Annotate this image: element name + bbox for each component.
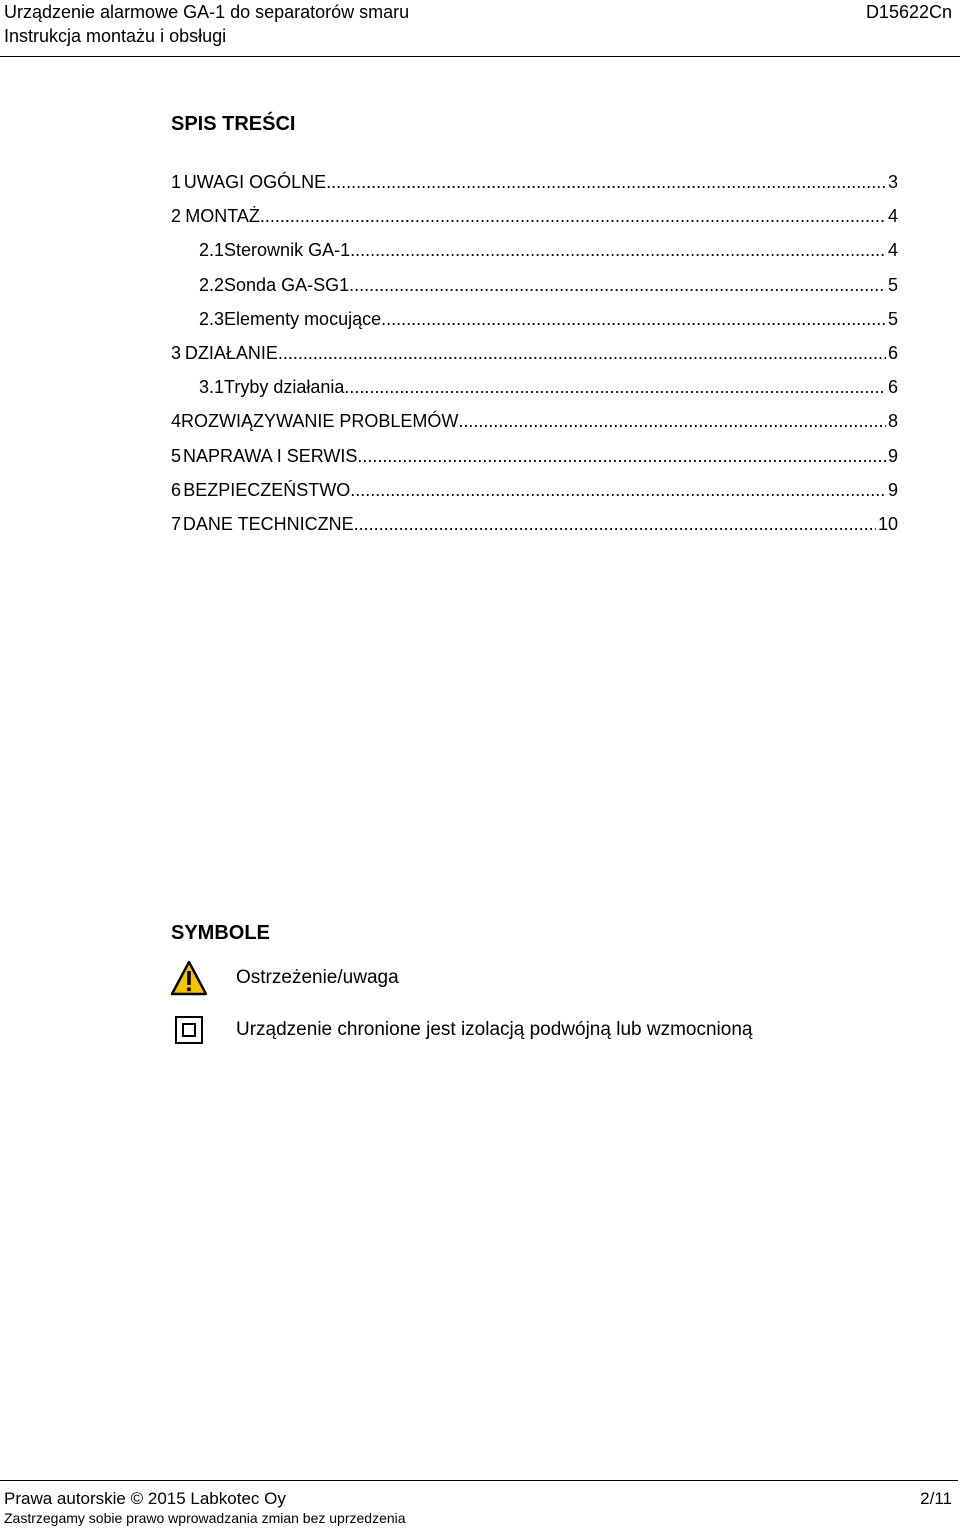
toc-entry-number: 2.1 — [199, 240, 225, 261]
toc-entry-title: Sterownik GA-1 — [224, 240, 351, 261]
document-code: D15622Cn — [865, 2, 952, 22]
toc-entry-title: NAPRAWA I SERWIS — [183, 445, 358, 466]
toc-entry-title: MONTAŻ — [185, 206, 260, 227]
toc-entry-title: Tryby działania — [224, 377, 345, 398]
toc-leader-dots — [357, 444, 886, 468]
toc-entry-number: 4 — [171, 411, 182, 432]
footer-disclaimer: Zastrzegamy sobie prawo wprowadzania zmian bez uprzedzenia — [4, 1510, 406, 1526]
toc-entry-page: 9 — [887, 445, 898, 466]
toc-leader-dots — [260, 204, 886, 228]
toc-entry-title: Sonda GA-SG1 — [224, 274, 350, 295]
symbol-row-warning — [166, 958, 399, 998]
footer-copyright: Prawa autorskie © 2015 Labkotec Oy — [4, 1489, 286, 1508]
toc-entry-number: 6 — [171, 479, 182, 500]
toc-entry[interactable] — [171, 307, 898, 341]
toc-leader-dots — [458, 409, 886, 433]
toc-entry-page: 4 — [887, 240, 898, 261]
toc-entry-page: 4 — [887, 206, 898, 227]
toc-entry[interactable] — [171, 273, 898, 307]
toc-leader-dots — [344, 375, 886, 399]
toc-entry-title: DZIAŁANIE — [184, 342, 278, 363]
toc-entry-title: DANE TECHNICZNE — [182, 513, 354, 534]
document-header — [4, 0, 409, 48]
toc-leader-dots — [326, 170, 886, 194]
toc-entry[interactable] — [171, 409, 898, 443]
toc-entry-page: 5 — [887, 308, 898, 329]
symbol-description: Ostrzeżenie/uwaga — [236, 967, 399, 988]
toc-entry-title: BEZPIECZEŃSTWO — [183, 479, 351, 500]
toc-entry[interactable] — [171, 204, 898, 238]
toc-leader-dots — [354, 512, 876, 536]
warning-triangle-icon — [166, 958, 212, 998]
toc-leader-dots — [278, 341, 886, 365]
toc-entry[interactable] — [171, 238, 898, 272]
toc-entry-number: 2 — [171, 206, 182, 227]
toc-entry-page: 10 — [877, 513, 898, 534]
header-subtitle: Instrukcja montażu i obsługi — [4, 26, 227, 46]
toc-entry[interactable] — [171, 170, 898, 204]
toc-entry-number: 2.2 — [199, 274, 225, 295]
toc-entry-page: 3 — [887, 172, 898, 192]
toc-entry-title: Elementy mocujące — [224, 308, 382, 329]
symbol-row-double-insulation — [166, 1010, 753, 1050]
toc-entry-number: 3 — [171, 342, 182, 363]
toc-entry-page: 6 — [887, 377, 898, 398]
toc-entry-number: 2.3 — [199, 308, 225, 329]
double-insulation-icon — [166, 1010, 212, 1050]
toc-leader-dots — [350, 238, 886, 262]
toc-entry[interactable] — [171, 512, 898, 546]
table-of-contents — [171, 170, 898, 546]
toc-heading: SPIS TREŚCI — [171, 113, 296, 135]
footer-divider — [0, 1480, 958, 1481]
toc-entry-page: 9 — [887, 479, 898, 500]
toc-entry-page: 5 — [887, 274, 898, 295]
toc-entry-number: 3.1 — [199, 377, 225, 398]
toc-entry-number: 7 — [171, 513, 182, 534]
toc-leader-dots — [381, 307, 886, 331]
toc-entry-title: ROZWIĄZYWANIE PROBLEMÓW — [181, 411, 459, 432]
toc-leader-dots — [350, 478, 886, 502]
toc-entry-number: 1 — [171, 172, 182, 192]
toc-entry[interactable] — [171, 478, 898, 512]
toc-entry[interactable] — [171, 375, 898, 409]
header-title: Urządzenie alarmowe GA-1 do separatorów smaru — [4, 2, 410, 22]
toc-entry[interactable] — [171, 341, 898, 375]
page-number: 2/11 — [920, 1489, 952, 1508]
toc-entry-title: UWAGI OGÓLNE — [183, 172, 327, 192]
toc-entry-page: 6 — [887, 342, 898, 363]
toc-leader-dots — [349, 273, 886, 297]
toc-entry[interactable] — [171, 444, 898, 478]
toc-entry-number: 5 — [171, 445, 182, 466]
toc-entry-page: 8 — [887, 411, 898, 432]
symbols-heading: SYMBOLE — [171, 922, 270, 944]
header-divider — [0, 56, 960, 57]
symbol-description: Urządzenie chronione jest izolacją podwójną lub wzmocnioną — [236, 1019, 753, 1040]
